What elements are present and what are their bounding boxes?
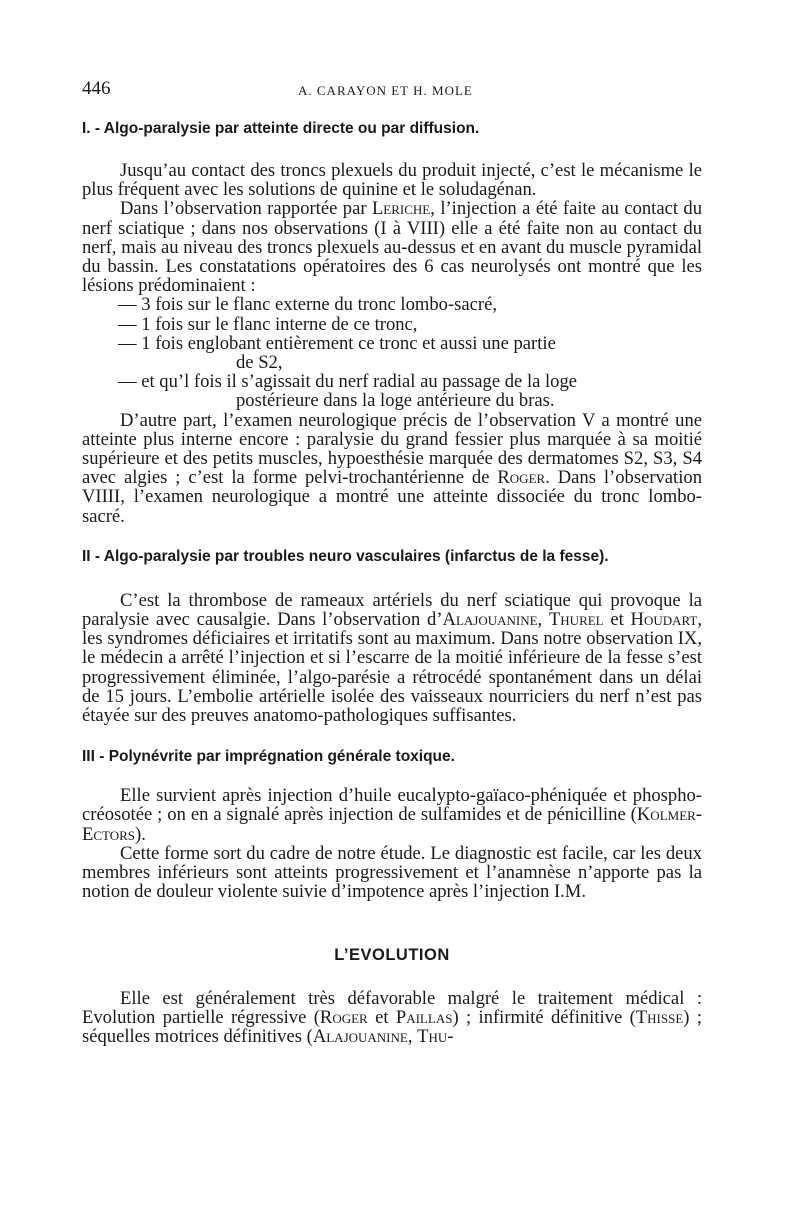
paragraph: C’est la thrombose de rameaux artériels du nerf sciatique qui provoque la paralysie avec causalgie. Dans l’observation d’Alajouanine, Thurel et Houdart, les syndromes déficiaires et irritatifs sont au maximum. Dans notre observation IX, le médecin a arrêté l’injection et si l’escarre de la moitié inférieure de la fesse s’est progressivement éliminée, l’algo-parésie a rétrocédé spontanément dans un délai de 15 jours. L’embolie artérielle isolée des vaisseaux nourriciers du nerf n’est pas étayée sur des preuves anatomo-pathologiques suffisantes. bbox=[82, 589, 702, 727]
running-head: A. CARAYON ET H. MOLE bbox=[298, 83, 473, 98]
findings-list bbox=[82, 295, 702, 410]
list-item: — 1 fois englobant entièrement ce tronc et aussi une partie de S2, bbox=[118, 332, 556, 374]
paragraph: Elle est généralement très défavorable malgré le traitement médical : Evolution partielle régressive (Roger et Paillas) ; infirmité définitive (Thisse) ; séquelles motrices définitives (Alajouanine, Thu- bbox=[82, 987, 702, 1047]
list-item: — 1 fois sur le flanc interne de ce tronc, bbox=[118, 313, 418, 335]
paragraph: Dans l’observation rapportée par Leriche, l’injection a été faite au contact du nerf sciatique ; dans nos observations (I à VIII) elle a été faite non au contact du nerf, mais au niveau des troncs plexuels au-dessus et en avant du muscle pyramidal du bassin. Les constatations opératoires des 6 cas neurolysés ont montré que les lésions prédominaient : bbox=[82, 198, 703, 297]
page-number: 446 bbox=[82, 78, 111, 99]
author-name: Thisse bbox=[635, 1006, 684, 1028]
paragraph: Jusqu’au contact des troncs plexuels du produit injecté, c’est le mécanisme le plus fréquent avec les solutions de quinine et le soludagénan. bbox=[82, 160, 702, 201]
list-item: — 3 fois sur le flanc externe du tronc lombo-sacré, bbox=[118, 294, 497, 316]
body-text bbox=[82, 118, 702, 1046]
author-name: Roger bbox=[319, 1006, 368, 1028]
list-item: — et qu’l fois il s’agissait du nerf radial au passage de la loge postérieure dans la loge antérieure du bras. bbox=[118, 371, 578, 412]
paragraph: Cette forme sort du cadre de notre étude. Le diagnostic est facile, car les deux membres inférieurs sont atteints progressivement et l’anamnèse n’apporte pas la notion de douleur violente suivie d’impotence après l’injection I.M. bbox=[82, 842, 702, 903]
paragraph: Elle survient après injection d’huile eucalypto-gaïaco-phéniquée et phospho-créosotée ; on en a signalé après injection de sulfamides et de pénicilline (Kolmer-Ectors). bbox=[82, 785, 702, 845]
author-name: Alajouanine bbox=[312, 1025, 408, 1047]
author-name: Kolmer-Ectors bbox=[82, 804, 702, 845]
author-name: Roger bbox=[497, 467, 546, 489]
author-name: Leriche bbox=[371, 198, 431, 220]
section-heading-2: II - Algo-paralysie par troubles neuro vasculaires (infarctus de la fesse). bbox=[82, 547, 609, 565]
author-name: Paillas bbox=[395, 1006, 453, 1028]
section-heading-3: III - Polynévrite par imprégnation générale toxique. bbox=[82, 748, 455, 766]
paragraph: D’autre part, l’examen neurologique précis de l’observation V a montré une atteinte plus interne encore : paralysie du grand fessier plus marquée à sa moitié supérieure et des petits muscles, hypoesthésie marquée des dermatomes S2, S3, S4 avec algies ; c’est la forme pelvi-trochantérienne de Roger. Dans l’observation VIIII, l’examen neurologique a montré une atteinte dissociée du tronc lombo-sacré. bbox=[82, 409, 702, 527]
section-heading-evolution: L’EVOLUTION bbox=[334, 945, 450, 964]
page-header bbox=[82, 78, 712, 102]
author-name: Thurel bbox=[548, 609, 604, 631]
section-heading-1: I. - Algo-paralysie par atteinte directe ou par diffusion. bbox=[82, 120, 480, 137]
author-name: Alajouanine bbox=[442, 609, 538, 631]
author-name: Thu- bbox=[417, 1025, 454, 1047]
author-name: Houdart bbox=[630, 609, 698, 631]
